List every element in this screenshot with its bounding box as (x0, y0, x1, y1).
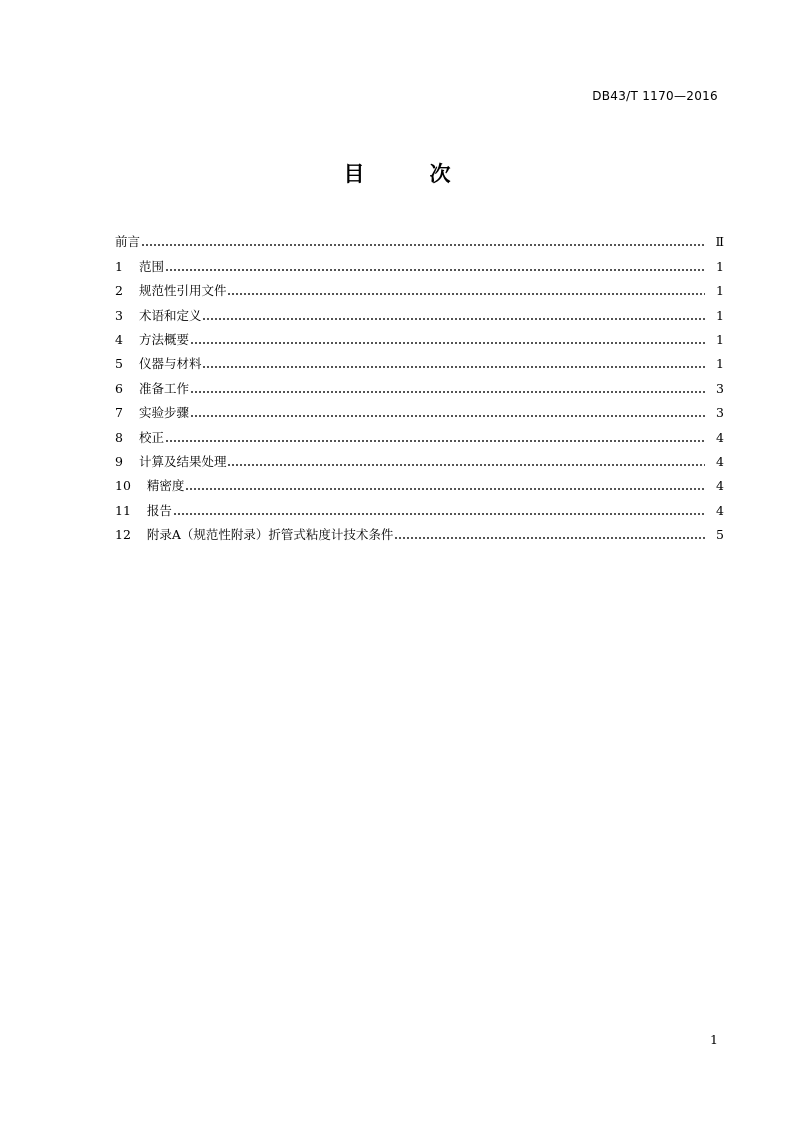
dot-leader (165, 433, 705, 443)
toc-entry-page: 5 (716, 527, 724, 543)
dot-leader (141, 237, 705, 247)
toc-entry-page: 1 (716, 283, 724, 299)
toc-entry[interactable] (115, 299, 724, 323)
toc-entry-page: 1 (716, 307, 724, 323)
toc-entry-page: 1 (716, 258, 724, 274)
toc-entry-page: 3 (716, 405, 724, 421)
toc-entry-number: 4 (115, 331, 123, 347)
toc-entry-page: Ⅱ (715, 234, 724, 250)
toc-entry-page: 4 (716, 478, 724, 494)
toc-entry-title: 附录A（规范性附录）折管式粘度计技术条件 (146, 527, 394, 543)
dot-leader (227, 457, 705, 467)
toc-entry-number: 2 (115, 283, 123, 299)
dot-leader (202, 311, 705, 321)
toc-entry[interactable] (115, 226, 724, 250)
dot-leader (202, 359, 705, 369)
dot-leader (165, 262, 705, 272)
toc-entry-title: 准备工作 (138, 380, 189, 396)
toc-entry-page: 1 (716, 356, 724, 372)
standard-number: DB43/T 1170—2016 (592, 89, 718, 103)
toc-entry-number: 5 (115, 356, 123, 372)
toc-entry-title: 术语和定义 (138, 307, 202, 323)
toc-entry-page: 1 (716, 331, 724, 347)
toc-entry-number: 9 (115, 453, 123, 469)
toc-entry-title: 前言 (115, 234, 141, 250)
toc-entry-number: 11 (115, 502, 131, 518)
dot-leader (190, 408, 705, 418)
dot-leader (227, 286, 705, 296)
dot-leader (190, 335, 705, 345)
toc-entry-number: 1 (115, 258, 123, 274)
toc-entry-number: 6 (115, 380, 123, 396)
toc-entry-title: 规范性引用文件 (138, 283, 227, 299)
toc-entry[interactable] (115, 470, 724, 494)
toc-entry-title: 仪器与材料 (138, 356, 202, 372)
page-title: 目 次 (343, 162, 473, 186)
toc-entry-number: 7 (115, 405, 123, 421)
toc-entry-title: 范围 (138, 258, 164, 274)
toc-entry-title: 校正 (138, 429, 164, 445)
toc-entry-title: 计算及结果处理 (138, 453, 227, 469)
toc-entry-page: 4 (716, 429, 724, 445)
toc-entry-number: 3 (115, 307, 123, 323)
toc-entry[interactable] (115, 494, 724, 518)
dot-leader (173, 506, 705, 516)
toc-entry-title: 精密度 (146, 478, 185, 494)
toc-entry-page: 4 (716, 453, 724, 469)
dot-leader (185, 481, 705, 491)
toc-entry-number: 8 (115, 429, 123, 445)
toc-entry[interactable] (115, 446, 724, 470)
toc-entry[interactable] (115, 348, 724, 372)
table-of-contents (115, 226, 724, 543)
toc-entry[interactable] (115, 275, 724, 299)
toc-entry[interactable] (115, 519, 724, 543)
toc-entry[interactable] (115, 372, 724, 396)
toc-entry[interactable] (115, 324, 724, 348)
dot-leader (394, 530, 705, 540)
toc-entry[interactable] (115, 421, 724, 445)
dot-leader (190, 384, 705, 394)
toc-entry-page: 4 (716, 502, 724, 518)
toc-entry[interactable] (115, 250, 724, 274)
toc-entry-title: 实验步骤 (138, 405, 189, 421)
toc-entry-page: 3 (716, 380, 724, 396)
page-number: 1 (710, 1032, 718, 1047)
toc-entry-title: 方法概要 (138, 331, 189, 347)
toc-entry[interactable] (115, 397, 724, 421)
toc-entry-number: 10 (115, 478, 131, 494)
toc-entry-title: 报告 (146, 502, 172, 518)
toc-entry-number: 12 (115, 527, 131, 543)
